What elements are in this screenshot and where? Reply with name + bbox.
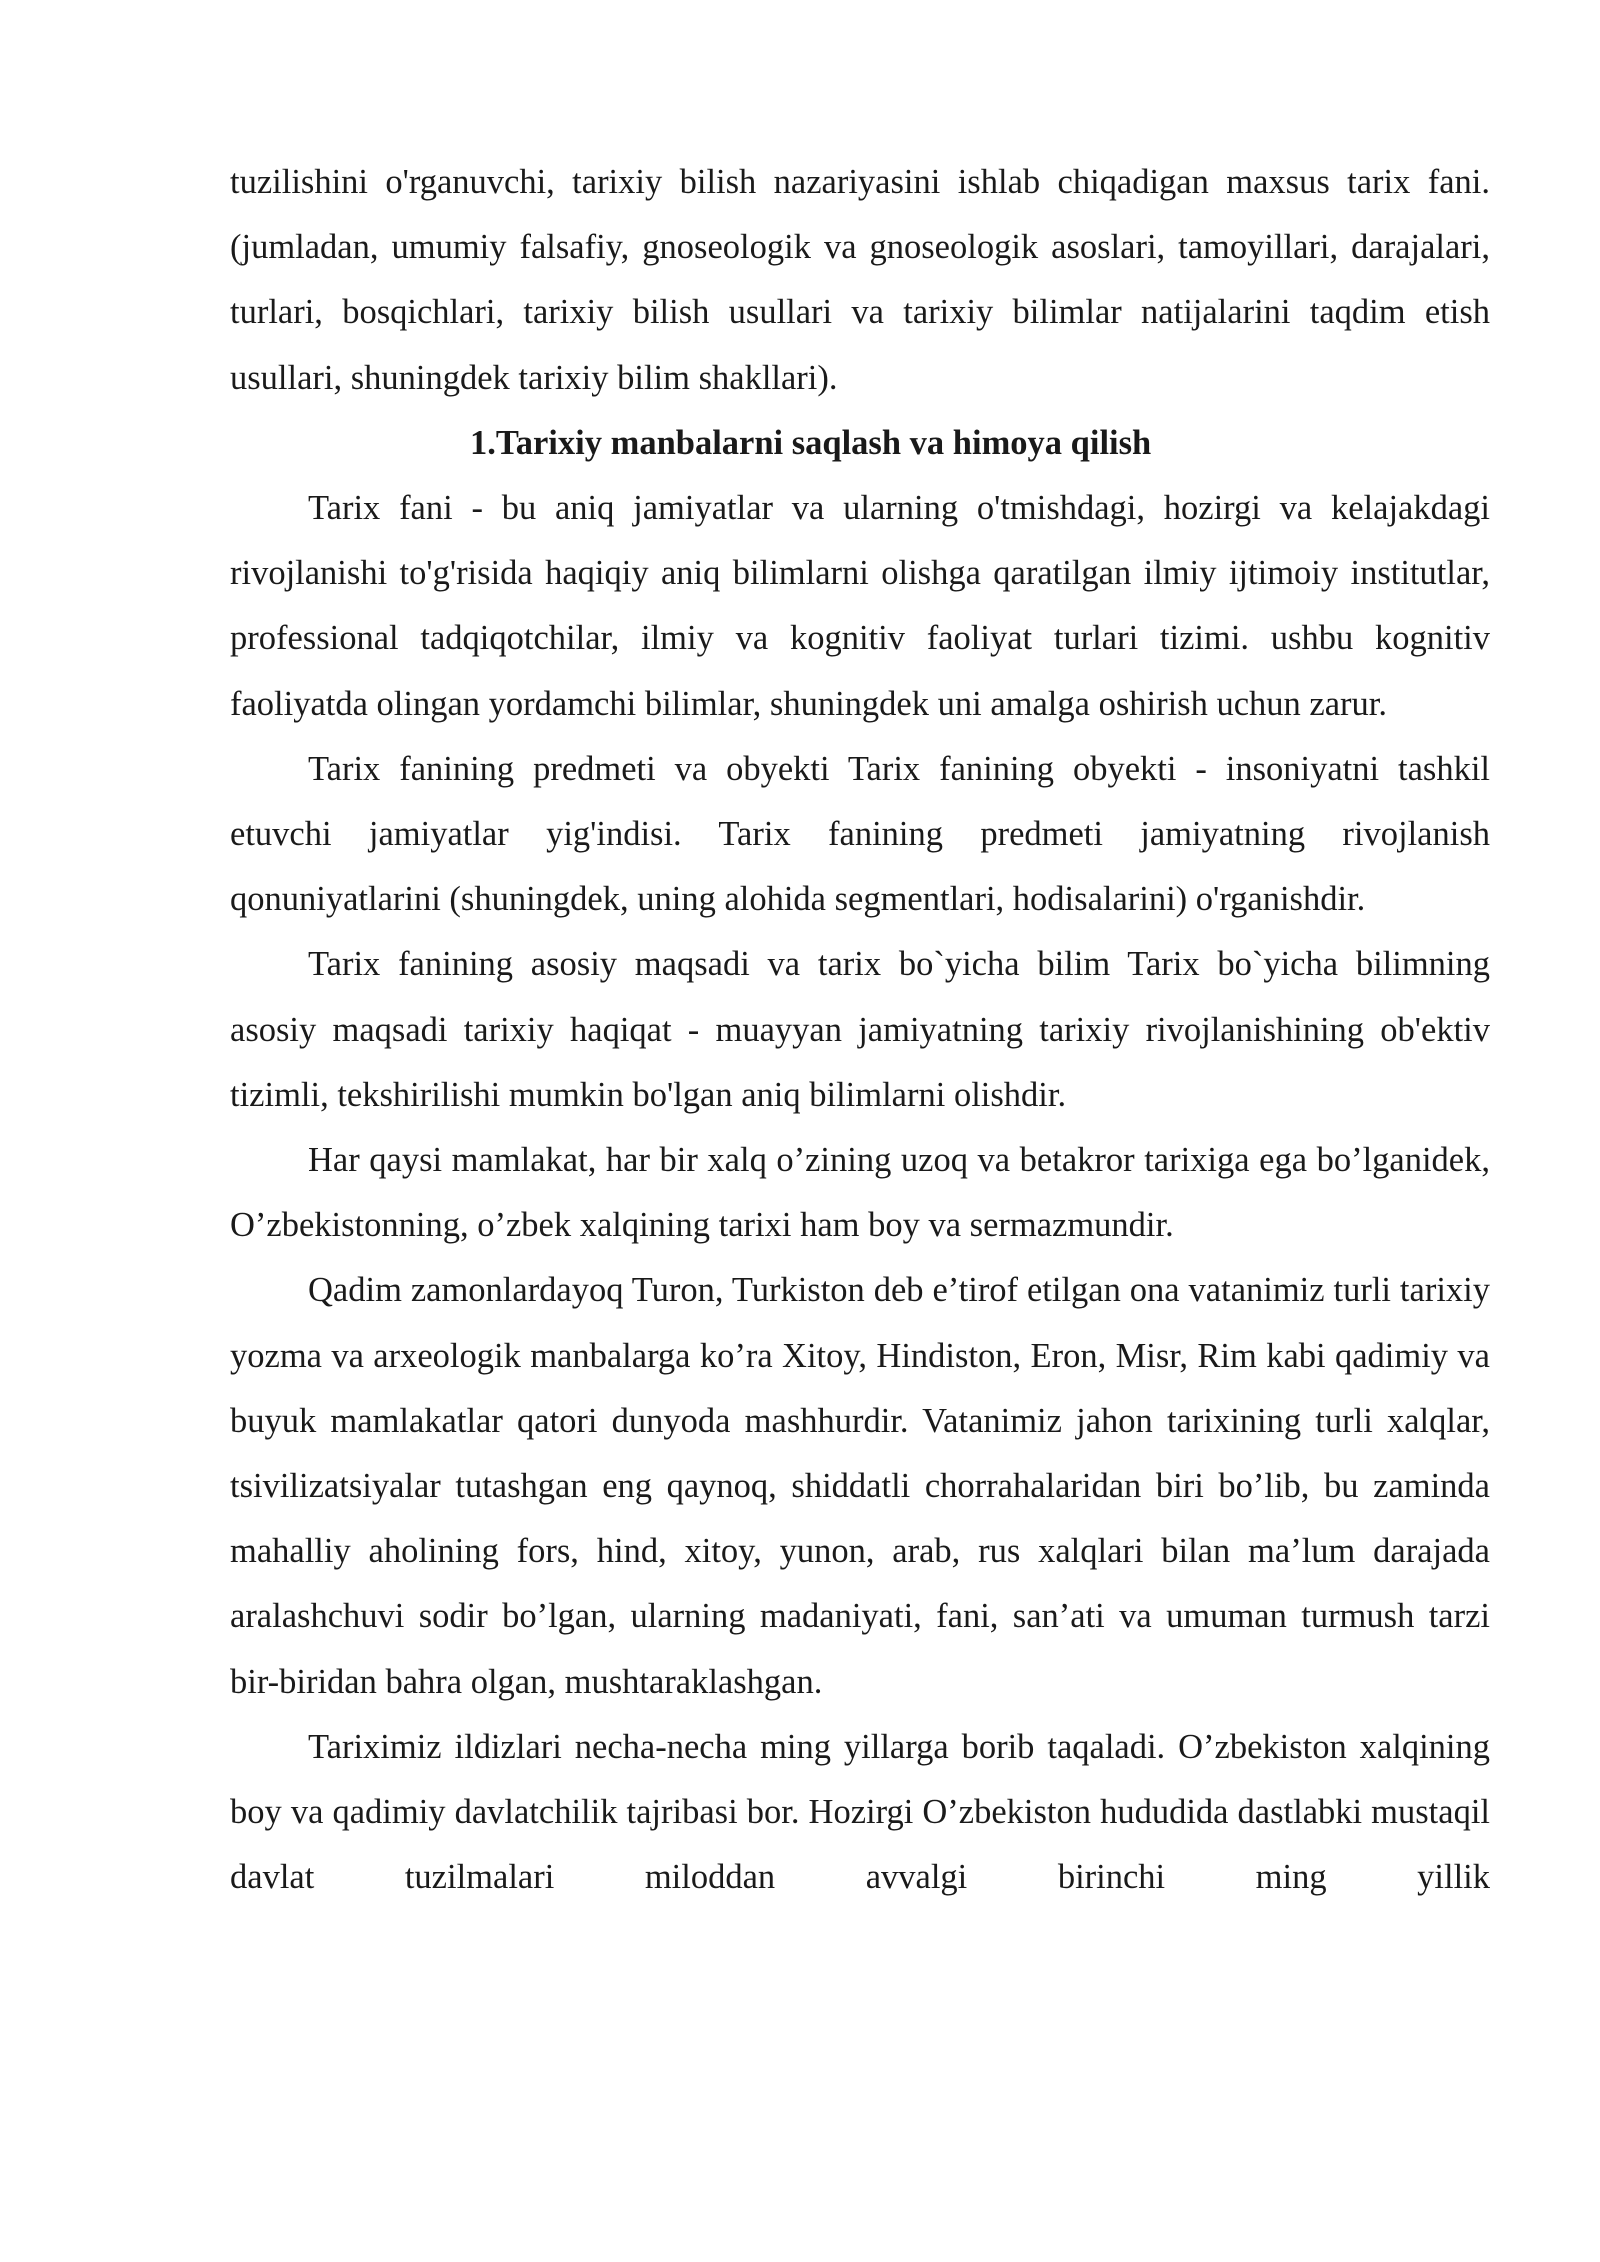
- section-heading: 1.Tarixiy manbalarni saqlash va himoya qilish: [470, 423, 1152, 462]
- body-paragraph: Qadim zamonlardayoq Turon, Turkiston deb e’tirof etilgan ona vatanimiz turli tarixiy yozma va arxeologik manbalarga ko’ra Xitoy, Hindiston, Eron, Misr, Rim kabi qadimiy va buyuk mamlakatlar qatori dunyoda mashhurdir. Vatanimiz jahon tarixining turli xalqlar, tsivilizatsiyalar tutashgan eng qaynoq, shiddatli chorrahalaridan biri bo’lib, bu zaminda mahalliy aholining fors, hind, xitoy, yunon, arab, rus xalqlari bilan ma’lum darajada aralashchuvi sodir bo’lgan, ularning madaniyati, fani, san’ati va umuman turmush tarzi bir-biridan bahra olgan, mushtaraklashgan.: [230, 1271, 1490, 1701]
- body-paragraph: Tarix fanining asosiy maqsadi va tarix bo`yicha bilim Tarix bo`yicha bilimning asosiy maqsadi tarixiy haqiqat - muayyan jamiyatning tarixiy rivojlanishining ob'ektiv tizimli, tekshirilishi mumkin bo'lgan aniq bilimlarni olishdir.: [230, 945, 1490, 1114]
- body-paragraph: Tarix fani - bu aniq jamiyatlar va ularning o'tmishdagi, hozirgi va kelajakdagi rivojlanishi to'g'risida haqiqiy aniq bilimlarni olishga qaratilgan ilmiy ijtimoiy institutlar, professional tadqiqotchilar, ilmiy va kognitiv faoliyat turlari tizimi. ushbu kognitiv faoliyatda olingan yordamchi bilimlar, shuningdek uni amalga oshirish uchun zarur.: [230, 489, 1490, 723]
- intro-paragraph: tuzilishini o'rganuvchi, tarixiy bilish nazariyasini ishlab chiqadigan maxsus tarix fani. (jumladan, umumiy falsafiy, gnoseologik va gnoseologik asoslari, tamoyillari, darajalari, turlari, bosqichlari, tarixiy bilish usullari va tarixiy bilimlar natijalarini taqdim etish usullari, shuningdek tarixiy bilim shakllari).: [230, 163, 1490, 397]
- body-paragraph: Tariximiz ildizlari necha-necha ming yillarga borib taqaladi. O’zbekiston xalqining boy va qadimiy davlatchilik tajribasi bor. Hozirgi O’zbekiston hududida dastlabki mustaqil davlat tuzilmalari miloddan avvalgi birinchi ming yillik: [230, 1727, 1490, 1897]
- body-paragraph: Tarix fanining predmeti va obyekti Tarix fanining obyekti - insoniyatni tashkil etuvchi jamiyatlar yig'indisi. Tarix fanining predmeti jamiyatning rivojlanish qonuniyatlarini (shuningdek, uning alohida segmentlari, hodisalarini) o'rganishdir.: [230, 749, 1490, 919]
- body-paragraph: Har qaysi mamlakat, har bir xalq o’zining uzoq va betakror tarixiga ega bo’lganidek, O’zbekistonning, o’zbek xalqining tarixi ham boy va sermazmundir.: [230, 1141, 1490, 1245]
- document-page: [230, 150, 1490, 1910]
